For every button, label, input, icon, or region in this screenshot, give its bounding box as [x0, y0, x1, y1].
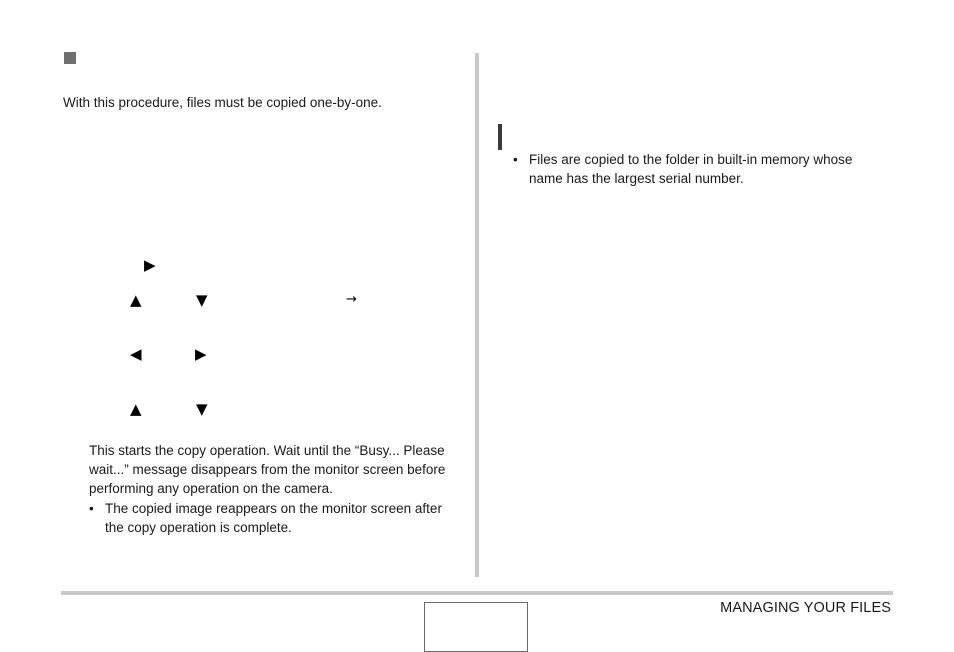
bullet-marker: • — [513, 152, 518, 167]
menu-path-arrow-icon: → — [346, 292, 357, 307]
column-divider — [475, 53, 479, 577]
note-bullet — [529, 150, 852, 188]
footer-divider — [61, 591, 893, 595]
note-marker-bar — [498, 124, 502, 150]
section-footer-label: MANAGING YOUR FILES — [720, 600, 891, 616]
result-line: This starts the copy operation. Wait until the “Busy... Please — [89, 443, 445, 458]
down-arrow-icon: ▼ — [196, 400, 208, 418]
section-marker-icon — [64, 52, 76, 64]
result-line: wait...” message disappears from the monitor screen before — [89, 462, 446, 477]
result-line: performing any operation on the camera. — [89, 481, 333, 496]
result-paragraph — [89, 441, 445, 498]
bullet-marker: • — [89, 501, 94, 516]
page-number-box — [424, 602, 528, 652]
up-arrow-icon: ▲ — [130, 291, 142, 309]
down-arrow-icon: ▼ — [196, 291, 208, 309]
result-bullet — [105, 499, 442, 537]
bullet-line: name has the largest serial number. — [529, 171, 744, 186]
up-arrow-icon: ▲ — [130, 400, 142, 418]
right-arrow-icon: ▶ — [144, 256, 156, 274]
bullet-line: The copied image reappears on the monitor screen after — [105, 501, 442, 516]
intro-text: With this procedure, files must be copied one-by-one. — [63, 95, 382, 110]
bullet-line: the copy operation is complete. — [105, 520, 292, 535]
right-arrow-icon: ▶ — [195, 345, 207, 363]
bullet-line: Files are copied to the folder in built-in memory whose — [529, 152, 853, 167]
left-arrow-icon: ◀ — [130, 345, 142, 363]
